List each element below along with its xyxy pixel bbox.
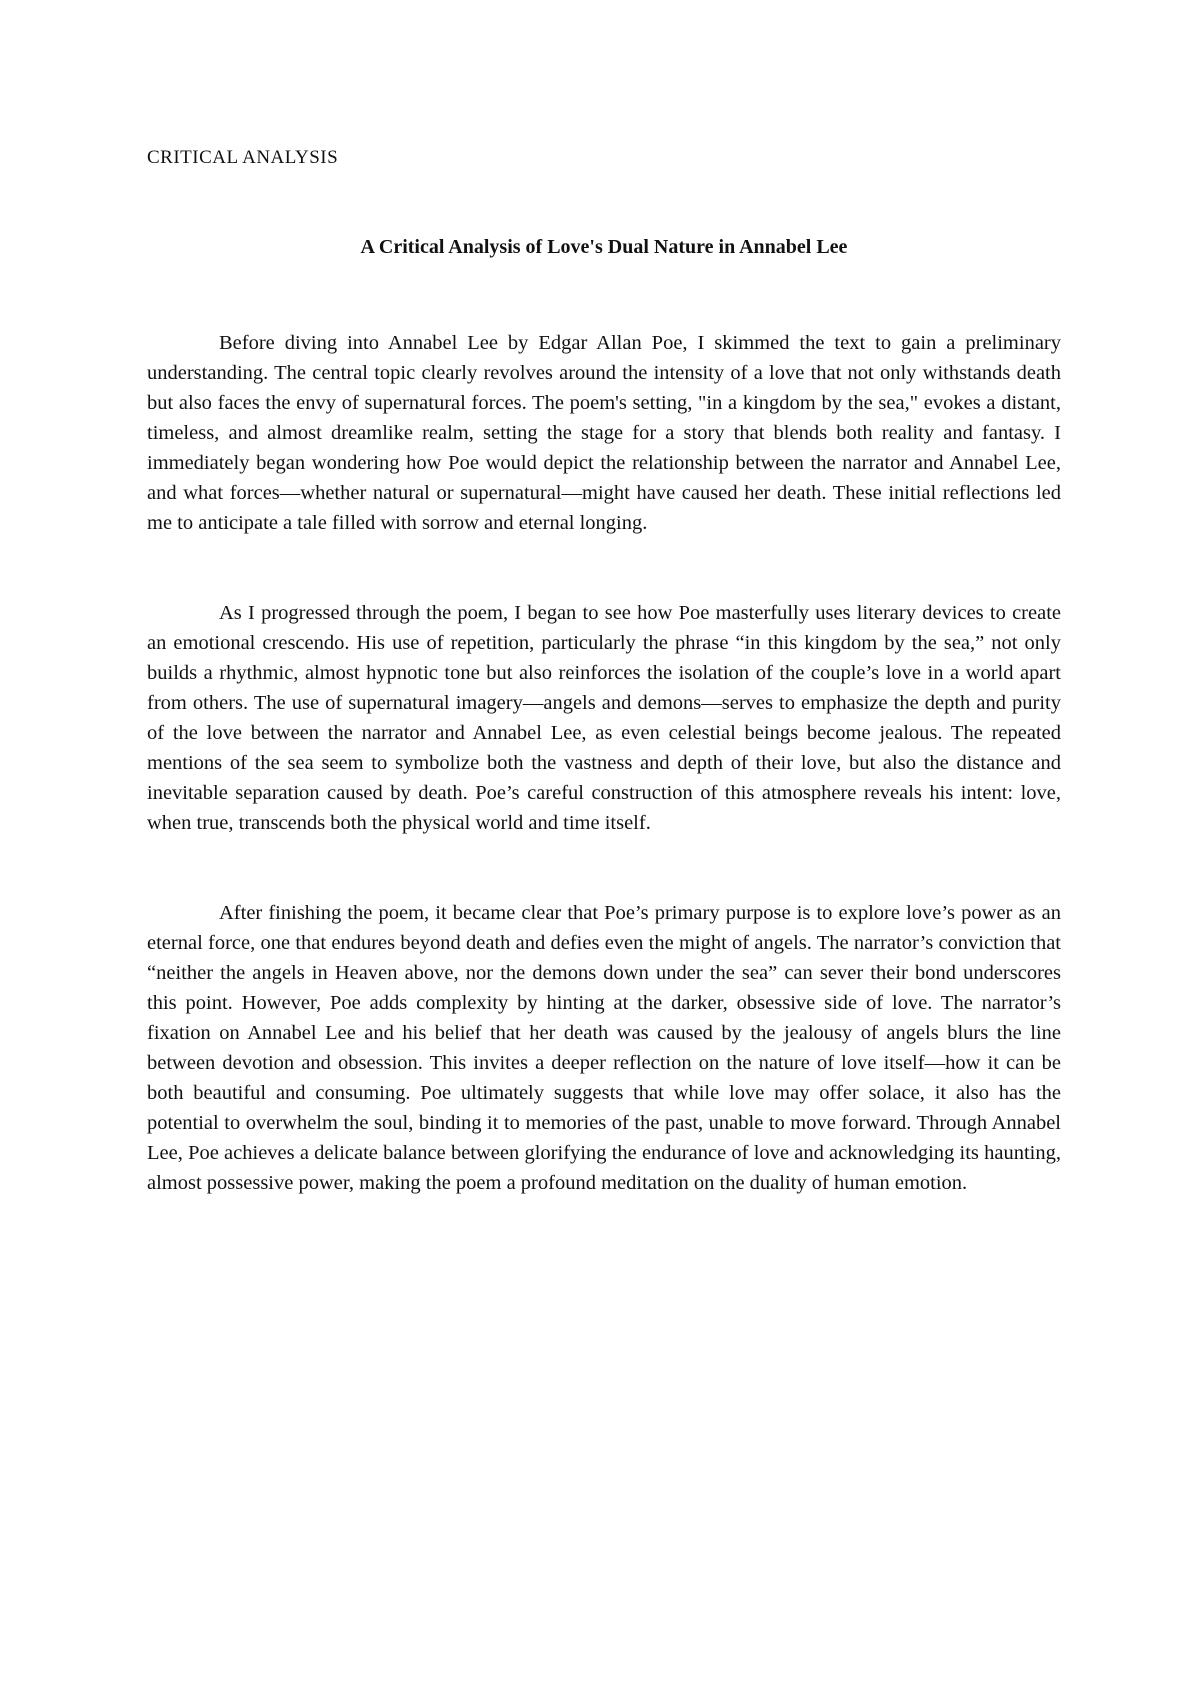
paragraph-2: As I progressed through the poem, I began to see how Poe masterfully uses literary devices to create an emotional crescendo. His use of repetition, particularly the phrase “in this kingdom by the sea,” not only builds a rhythmic, almost hypnotic tone but also reinforces the isolation of the couple’s love in a world apart from others. The use of supernatural imagery—angels and demons—serves to emphasize the depth and purity of the love between the narrator and Annabel Lee, as even celestial beings become jealous. The repeated mentions of the sea seem to symbolize both the vastness and depth of their love, but also the distance and inevitable separation caused by death. Poe’s careful construction of this atmosphere reveals his intent: love, when true, transcends both the physical world and time itself. <box>147 602 1061 834</box>
paragraph-3: After finishing the poem, it became clear that Poe’s primary purpose is to explore love’s power as an eternal force, one that endures beyond death and defies even the might of angels. The narrator’s conviction that “neither the angels in Heaven above, nor the demons down under the sea” can sever their bond underscores this point. However, Poe adds complexity by hinting at the darker, obsessive side of love. The narrator’s fixation on Annabel Lee and his belief that her death was caused by the jealousy of angels blurs the line between devotion and obsession. This invites a deeper reflection on the nature of love itself—how it can be both beautiful and consuming. Poe ultimately suggests that while love may offer solace, it also has the potential to overwhelm the soul, binding it to memories of the past, unable to move forward. Through Annabel Lee, Poe achieves a delicate balance between glorifying the endurance of love and acknowledging its haunting, almost possessive power, making the poem a profound meditation on the duality of human emotion. <box>147 902 1061 1194</box>
body-text <box>147 328 1061 1198</box>
paragraph-1: Before diving into Annabel Lee by Edgar Allan Poe, I skimmed the text to gain a preliminary understanding. The central topic clearly revolves around the intensity of a love that not only withstands death but also faces the envy of supernatural forces. The poem's setting, "in a kingdom by the sea," evokes a distant, timeless, and almost dreamlike realm, setting the stage for a story that blends both reality and fantasy. I immediately began wondering how Poe would depict the relationship between the narrator and Annabel Lee, and what forces—whether natural or supernatural—might have caused her death. These initial reflections led me to anticipate a tale filled with sorrow and eternal longing. <box>147 332 1061 534</box>
section-heading: CRITICAL ANALYSIS <box>147 147 339 168</box>
document-title: A Critical Analysis of Love's Dual Nature in Annabel Lee <box>360 236 848 258</box>
